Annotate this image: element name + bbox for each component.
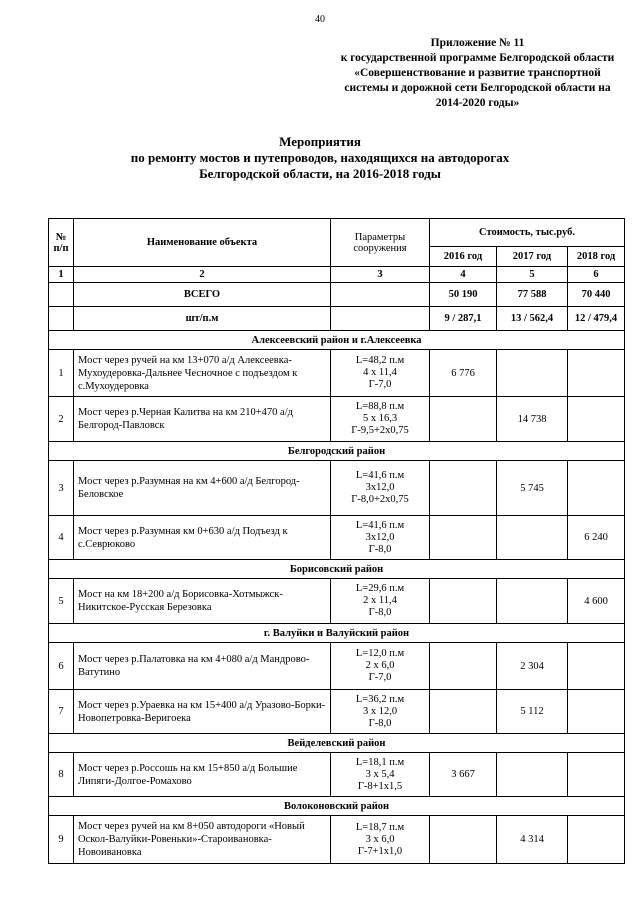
title-line: Белгородской области, на 2016-2018 годы	[199, 166, 441, 181]
col-number: 5	[497, 267, 568, 283]
param-line: Г-8+1х1,5	[357, 780, 403, 792]
row-num: 6	[49, 643, 74, 690]
param-line: 2 х 11,4	[363, 595, 397, 606]
header-params-2: сооружения	[353, 242, 407, 254]
row-params	[331, 579, 430, 624]
appendix-line: системы и дорожной сети Белгородской области на	[344, 82, 611, 94]
param-line: L=41,6 п.м	[355, 470, 405, 481]
row-num: 5	[49, 579, 74, 624]
appendix-line: 2014-2020 годы»	[435, 97, 520, 109]
header-name: Наименование объекта	[74, 219, 331, 267]
col-number: 3	[331, 267, 430, 283]
row-params	[331, 643, 430, 690]
param-line: 3 х 6,0	[365, 833, 395, 845]
row-2016	[430, 643, 497, 690]
param-line: 3 х 12,0	[362, 705, 398, 717]
param-line: 2 х 6,0	[365, 660, 395, 671]
row-name: Мост через р.Черная Калитва на км 210+470 а/д Белгород-Павловск	[74, 397, 331, 442]
section-header: Алексеевский район и г.Алексеевка	[49, 331, 625, 350]
row-num: 3	[49, 461, 74, 516]
header-num-1: №	[55, 231, 67, 243]
row-2016	[430, 690, 497, 734]
param-line: Г-7,0	[368, 379, 392, 390]
col-number: 2	[74, 267, 331, 283]
row-name: Мост через р.Разумная на км 4+600 а/д Белгород-Беловское	[74, 461, 331, 516]
header-params	[331, 219, 430, 267]
header-num	[49, 219, 74, 267]
header-params-1: Параметры	[354, 231, 406, 243]
param-line: 3х12,0	[365, 482, 395, 493]
row-2017: 14 738	[497, 397, 568, 442]
param-line: L=18,7 п.м	[355, 821, 405, 833]
table-row	[49, 516, 625, 560]
row-num: 9	[49, 816, 74, 864]
row-2018	[568, 753, 625, 797]
row-name: Мост через р.Россошь на км 15+850 а/д Большие Липяги-Долгое-Ромахово	[74, 753, 331, 797]
units-2018: 12 / 479,4	[568, 307, 625, 331]
total-2016: 50 190	[430, 283, 497, 307]
row-2017: 2 304	[497, 643, 568, 690]
table-row	[49, 461, 625, 516]
row-2017: 5 745	[497, 461, 568, 516]
col-number: 4	[430, 267, 497, 283]
col-number: 6	[568, 267, 625, 283]
param-line: Г-8,0	[368, 543, 392, 555]
table-row	[49, 397, 625, 442]
param-line: Г-9,5+2х0,75	[351, 425, 409, 436]
param-line: 4 х 11,4	[363, 367, 397, 378]
row-num: 4	[49, 516, 74, 560]
section-header: Борисовский район	[49, 560, 625, 579]
param-line: Г-8,0	[368, 717, 392, 729]
param-line: Г-7+1х1,0	[357, 845, 403, 857]
title-line: Мероприятия	[279, 134, 361, 149]
table-row	[49, 753, 625, 797]
header-2018: 2018 год	[568, 247, 625, 267]
table-row	[49, 643, 625, 690]
section-header: Волоконовский район	[49, 797, 625, 816]
col-number: 1	[49, 267, 74, 283]
row-2018: 6 240	[568, 516, 625, 560]
row-2018	[568, 461, 625, 516]
table-row	[49, 579, 625, 624]
table-row	[49, 350, 625, 397]
row-2016	[430, 516, 497, 560]
appendix-line: «Совершенствование и развитие транспортной	[354, 67, 601, 79]
section-header: Белгородский район	[49, 442, 625, 461]
row-2016	[430, 461, 497, 516]
appendix-line: Приложение № 11	[430, 37, 525, 49]
row-2018	[568, 350, 625, 397]
row-params	[331, 816, 430, 864]
row-num: 8	[49, 753, 74, 797]
document-title	[0, 134, 640, 182]
param-line: 3х12,0	[365, 531, 395, 543]
row-2017	[497, 753, 568, 797]
param-line: L=88,8 п.м	[355, 401, 405, 412]
row-2017	[497, 579, 568, 624]
param-line: 3 х 5,4	[365, 768, 395, 780]
param-line: L=41,6 п.м	[355, 519, 405, 531]
appendix-line: к государственной программе Белгородской области	[340, 52, 615, 64]
row-2017	[497, 350, 568, 397]
row-2016: 3 667	[430, 753, 497, 797]
param-line: L=48,2 п.м	[355, 355, 405, 366]
param-line: Г-7,0	[368, 672, 392, 683]
row-2017: 5 112	[497, 690, 568, 734]
units-label: шт/п.м	[74, 307, 331, 331]
row-name: Мост на км 18+200 а/д Борисовка-Хотмыжск-Никитское-Русская Березовка	[74, 579, 331, 624]
row-name: Мост через ручей на км 13+070 а/д Алексеевка-Мухоудеровка-Дальнее Чесночное с подъездом к с.Мухоудеровка	[74, 350, 331, 397]
param-line: 5 х 16,3	[362, 413, 398, 424]
table-row	[49, 816, 625, 864]
row-2018	[568, 816, 625, 864]
row-params	[331, 461, 430, 516]
row-2016	[430, 816, 497, 864]
param-line: Г-8,0+2х0,75	[351, 494, 409, 505]
row-2017: 4 314	[497, 816, 568, 864]
row-num: 1	[49, 350, 74, 397]
param-line: L=29,6 п.м	[355, 583, 405, 594]
total-label: ВСЕГО	[74, 283, 331, 307]
row-2018	[568, 397, 625, 442]
units-2017: 13 / 562,4	[497, 307, 568, 331]
row-2016	[430, 397, 497, 442]
row-params	[331, 397, 430, 442]
row-2016	[430, 579, 497, 624]
row-2018	[568, 690, 625, 734]
total-2017: 77 588	[497, 283, 568, 307]
row-2018: 4 600	[568, 579, 625, 624]
header-2016: 2016 год	[430, 247, 497, 267]
appendix-header	[330, 36, 625, 111]
row-params	[331, 753, 430, 797]
units-2016: 9 / 287,1	[430, 307, 497, 331]
row-name: Мост через р.Ураевка на км 15+400 а/д Уразово-Борки-Новопетровка-Веригоека	[74, 690, 331, 734]
param-line: L=36,2 п.м	[355, 693, 405, 705]
param-line: L=12,0 п.м	[355, 648, 405, 659]
row-params	[331, 516, 430, 560]
title-line: по ремонту мостов и путепроводов, находящихся на автодорогах	[130, 150, 510, 165]
total-2018: 70 440	[568, 283, 625, 307]
row-name: Мост через р.Разумная км 0+630 а/д Подъезд к с.Севрюково	[74, 516, 331, 560]
header-2017: 2017 год	[497, 247, 568, 267]
row-2018	[568, 643, 625, 690]
header-num-2: п/п	[53, 242, 69, 254]
bridges-table	[48, 218, 625, 864]
section-header: Вейделевский район	[49, 734, 625, 753]
row-num: 7	[49, 690, 74, 734]
row-name: Мост через р.Палатовка на км 4+080 а/д Мандрово-Ватутино	[74, 643, 331, 690]
row-params	[331, 690, 430, 734]
header-cost: Стоимость, тыс.руб.	[430, 219, 625, 247]
param-line: L=18,1 п.м	[355, 756, 405, 768]
row-2016: 6 776	[430, 350, 497, 397]
section-header: г. Валуйки и Валуйский район	[49, 624, 625, 643]
row-num: 2	[49, 397, 74, 442]
row-2017	[497, 516, 568, 560]
row-params	[331, 350, 430, 397]
table-row	[49, 690, 625, 734]
row-name: Мост через ручей на км 8+050 автодороги «Новый Оскол-Валуйки-Ровеньки»-Староивановка-Новоивановка	[74, 816, 331, 864]
param-line: Г-8,0	[368, 607, 392, 618]
page-number: 40	[315, 14, 325, 25]
